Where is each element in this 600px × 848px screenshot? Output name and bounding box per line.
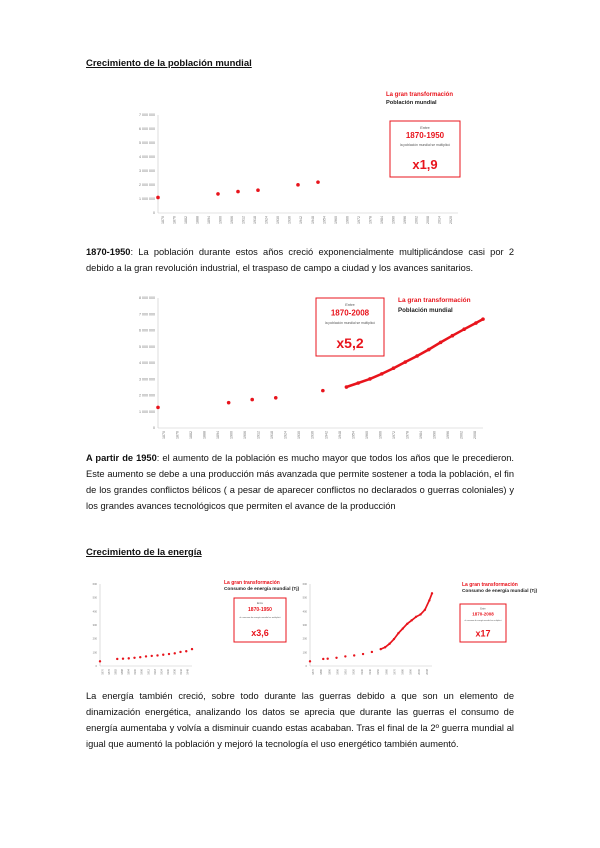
x-tick-label: 2008 bbox=[426, 216, 431, 224]
x-tick-label: 1990 bbox=[391, 216, 396, 224]
paragraph-energy bbox=[86, 688, 514, 752]
chart-title: La gran transformación bbox=[398, 297, 471, 304]
annotation-box bbox=[390, 121, 460, 177]
x-tick-label: 1984 bbox=[380, 216, 384, 224]
data-points bbox=[309, 592, 433, 662]
x-tick-label: 1894 bbox=[127, 669, 131, 675]
data-point bbox=[322, 658, 324, 660]
x-tick-label: 1970 bbox=[393, 669, 397, 675]
data-point bbox=[250, 398, 254, 402]
x-tick-label: 2008 bbox=[425, 669, 429, 675]
chart-title: La gran transformación bbox=[224, 580, 280, 586]
y-tick-label: 400 bbox=[302, 610, 307, 614]
x-tick-label: 1984 bbox=[419, 431, 424, 439]
y-tick-label: 1 000 000 bbox=[139, 409, 155, 414]
x-tick-label: 1870 bbox=[161, 431, 166, 439]
chart-subtitle: Consumo de energía mundial (Tj) bbox=[224, 587, 300, 592]
annotation-small: Entre bbox=[480, 608, 486, 611]
annotation-range: 1870-1950 bbox=[405, 130, 445, 140]
y-tick-label: 300 bbox=[302, 624, 307, 627]
paragraph-lead: A partir de 1950 bbox=[86, 453, 157, 463]
section-title-energy: Crecimiento de la energía bbox=[86, 547, 202, 558]
y-tick-label: 600 bbox=[92, 583, 97, 586]
data-point bbox=[151, 655, 153, 657]
y-tick-label: 5 000 000 bbox=[139, 344, 155, 349]
x-tick-label: 1930 bbox=[360, 669, 364, 675]
axes bbox=[93, 582, 192, 675]
y-tick-label: 0 bbox=[153, 211, 155, 215]
paragraph-text: : el aumento de la población es mucho mayor que todos los años que le precedieron. Este aumento se debe a una producción más avanzada que permite sostener a toda la población, el fin de los grandes conflictos bélicos ( a pesar de aparecer conflictos no declarados o guerras coloniales) y los grandes avances tecnológicos que permiten el avance de la producción bbox=[86, 453, 514, 511]
data-point bbox=[162, 654, 164, 656]
data-point bbox=[156, 196, 160, 200]
x-tick-label: 1954 bbox=[351, 431, 356, 439]
y-tick-label: 2 000 000 bbox=[139, 183, 155, 187]
x-tick-label: 1890 bbox=[328, 669, 332, 675]
x-tick-label: 2002 bbox=[459, 431, 464, 439]
x-tick-label: 1876 bbox=[175, 431, 180, 439]
data-point bbox=[99, 660, 101, 662]
x-tick-label: 1918 bbox=[253, 216, 258, 224]
x-tick-label: 1912 bbox=[147, 669, 151, 675]
x-tick-label: 1996 bbox=[446, 431, 451, 439]
x-tick-label: 1966 bbox=[378, 431, 383, 439]
data-point bbox=[139, 656, 141, 658]
x-tick-label: 1888 bbox=[202, 431, 207, 439]
annotation-desc: la población mundial se multiplicó bbox=[324, 321, 376, 326]
x-tick-label: 2000 bbox=[417, 669, 421, 675]
paragraph-since-1950 bbox=[86, 450, 514, 514]
x-tick-label: 1948 bbox=[337, 431, 342, 439]
paragraph-lead: 1870-1950 bbox=[86, 247, 131, 257]
data-point bbox=[371, 651, 373, 653]
data-points bbox=[99, 648, 193, 663]
x-tick-label: 1900 bbox=[229, 431, 234, 439]
annotation-small: Entre bbox=[345, 302, 355, 308]
annotation-box bbox=[234, 598, 286, 642]
x-tick-label: 1942 bbox=[299, 216, 304, 224]
x-tick-label: 1936 bbox=[310, 431, 315, 439]
x-tick-label: 1882 bbox=[183, 216, 188, 224]
x-tick-label: 1996 bbox=[403, 216, 408, 224]
y-tick-label: 4 000 000 bbox=[139, 155, 155, 159]
x-tick-label: 1930 bbox=[297, 431, 302, 439]
data-point bbox=[296, 183, 300, 187]
annotation-factor: x3,6 bbox=[251, 627, 269, 638]
x-tick-label: 1918 bbox=[270, 431, 275, 439]
y-tick-label: 6 000 000 bbox=[139, 328, 155, 333]
chart-subtitle: Población mundial bbox=[398, 307, 453, 314]
x-tick-label: 2008 bbox=[473, 431, 478, 439]
x-tick-label: 1924 bbox=[283, 431, 288, 439]
data-point bbox=[316, 180, 320, 184]
paragraph-text: : La población durante estos años creció exponencialmente multiplicándose casi por 2 debido a la gran revolución industrial, el traspaso de campo a ciudad y los avances sanitarios. bbox=[86, 247, 514, 273]
y-tick-label: 1 000 000 bbox=[139, 197, 155, 201]
data-point bbox=[168, 653, 170, 655]
x-tick-label: 1960 bbox=[333, 216, 338, 224]
y-tick-label: 500 bbox=[302, 596, 307, 600]
annotation-factor: x5,2 bbox=[336, 334, 364, 351]
annotation-range: 1870-2008 bbox=[330, 308, 370, 318]
data-point bbox=[116, 658, 118, 660]
y-tick-label: 500 bbox=[92, 596, 97, 600]
x-tick-label: 1978 bbox=[368, 216, 373, 224]
data-point bbox=[156, 406, 160, 410]
annotation-desc: el consumo de energía mundial se multiplicó bbox=[239, 616, 281, 619]
data-point bbox=[185, 650, 187, 652]
x-tick-label: 1906 bbox=[230, 216, 234, 224]
x-tick-label: 1924 bbox=[160, 669, 164, 675]
chart-subtitle: Consumo de energía mundial (Tj) bbox=[462, 589, 538, 594]
data-point bbox=[122, 658, 124, 660]
y-tick-label: 300 bbox=[92, 624, 97, 627]
y-tick-label: 8 000 000 bbox=[139, 296, 155, 300]
data-points bbox=[156, 180, 320, 199]
x-tick-label: 1870 bbox=[312, 669, 316, 675]
x-tick-label: 1990 bbox=[432, 431, 437, 439]
annotation-range: 1870-2008 bbox=[472, 611, 494, 617]
data-point bbox=[335, 657, 337, 659]
data-point bbox=[256, 188, 260, 192]
x-tick-label: 1942 bbox=[324, 431, 329, 439]
annotation-factor: x1,9 bbox=[412, 157, 438, 173]
x-tick-label: 1972 bbox=[356, 216, 361, 224]
y-tick-label: 0 bbox=[153, 426, 155, 430]
x-tick-label: 2002 bbox=[414, 216, 419, 224]
x-tick-label: 1990 bbox=[409, 669, 413, 675]
axes bbox=[139, 296, 483, 439]
y-tick-label: 200 bbox=[302, 637, 307, 641]
paragraph-1870-1950 bbox=[86, 244, 514, 276]
annotation-box bbox=[316, 298, 384, 356]
x-tick-label: 1900 bbox=[218, 216, 223, 224]
data-point bbox=[344, 655, 346, 657]
y-tick-label: 400 bbox=[92, 610, 97, 614]
y-tick-label: 100 bbox=[92, 651, 97, 655]
data-point bbox=[362, 653, 364, 655]
x-tick-label: 1930 bbox=[276, 216, 281, 224]
x-tick-label: 1882 bbox=[188, 431, 193, 439]
x-tick-label: 1900 bbox=[336, 669, 340, 675]
y-tick-label: 600 bbox=[302, 583, 307, 586]
chart-population-1870-2008 bbox=[120, 290, 490, 448]
x-tick-label: 1888 bbox=[121, 669, 124, 675]
chart-subtitle: Población mundial bbox=[386, 100, 437, 106]
data-point bbox=[309, 660, 311, 662]
data-point bbox=[216, 192, 220, 196]
data-point bbox=[191, 648, 193, 650]
data-point bbox=[174, 652, 176, 654]
x-tick-label: 1900 bbox=[134, 669, 138, 675]
x-tick-label: 1888 bbox=[195, 216, 200, 224]
x-tick-label: 1876 bbox=[107, 669, 111, 675]
x-tick-label: 1980 bbox=[401, 669, 405, 675]
y-tick-label: 7 000 000 bbox=[139, 113, 155, 117]
x-tick-label: 1870 bbox=[101, 669, 105, 675]
x-tick-label: 1978 bbox=[405, 431, 410, 439]
annotation-range: 1870-1950 bbox=[248, 607, 272, 614]
x-tick-label: 1954 bbox=[322, 216, 327, 224]
x-tick-label: 1920 bbox=[352, 669, 356, 675]
x-tick-label: 1880 bbox=[320, 669, 324, 675]
data-point bbox=[321, 389, 325, 393]
y-tick-label: 3 000 000 bbox=[139, 169, 155, 173]
annotation-desc: la población mundial se multiplicó bbox=[399, 143, 451, 148]
x-tick-label: 1912 bbox=[241, 216, 246, 224]
x-tick-label: 1950 bbox=[377, 669, 381, 675]
data-point bbox=[236, 190, 240, 194]
y-tick-label: 3 000 000 bbox=[139, 377, 155, 382]
y-tick-label: 7 000 000 bbox=[139, 312, 155, 317]
section-title-population: Crecimiento de la población mundial bbox=[86, 58, 252, 69]
chart-energy-1870-2008 bbox=[300, 574, 538, 682]
data-point bbox=[156, 654, 158, 656]
x-tick-label: 1912 bbox=[256, 431, 261, 439]
annotation-box bbox=[460, 604, 506, 642]
x-tick-label: 1942 bbox=[180, 669, 184, 675]
chart-title: La gran transformación bbox=[386, 92, 454, 98]
y-tick-label: 100 bbox=[302, 651, 307, 655]
x-tick-label: 1894 bbox=[215, 431, 220, 439]
x-tick-label: 1894 bbox=[206, 216, 211, 224]
y-tick-label: 200 bbox=[92, 637, 97, 641]
x-tick-label: 1924 bbox=[264, 216, 269, 224]
x-tick-label: 1906 bbox=[140, 669, 144, 675]
x-tick-label: 2020 bbox=[449, 216, 454, 224]
y-tick-label: 0 bbox=[305, 665, 307, 668]
x-tick-label: 1972 bbox=[391, 431, 396, 439]
x-tick-label: 1936 bbox=[287, 216, 292, 224]
x-tick-label: 1876 bbox=[172, 216, 177, 224]
y-tick-label: 0 bbox=[95, 665, 97, 668]
data-point bbox=[227, 401, 231, 405]
y-tick-label: 4 000 000 bbox=[139, 361, 155, 365]
x-tick-label: 1940 bbox=[369, 669, 372, 675]
x-tick-label: 1906 bbox=[243, 431, 248, 439]
y-tick-label: 6 000 000 bbox=[139, 127, 155, 131]
annotation-small: Entre bbox=[257, 602, 263, 606]
x-tick-label: 1936 bbox=[173, 669, 177, 675]
axes bbox=[303, 582, 432, 675]
x-tick-label: 2014 bbox=[437, 216, 442, 224]
data-point bbox=[326, 658, 328, 660]
annotation-factor: x17 bbox=[475, 628, 491, 639]
trend-line bbox=[381, 593, 432, 649]
x-tick-label: 1960 bbox=[364, 431, 369, 439]
annotation-small: Entre bbox=[420, 124, 430, 130]
y-tick-label: 2 000 000 bbox=[139, 393, 155, 398]
x-tick-label: 1948 bbox=[310, 216, 315, 224]
data-point bbox=[353, 654, 355, 656]
paragraph-text: La energía también creció, sobre todo durante las guerras debido a que son un elemento de dinamización energética, analizando los datos se aprecia que durante las guerras el consumo de energía aumentaba y volvía a disminuir cuando estas acababan. Tras el final de la 2º guerra mundial al igual que aumentó la población y mejoró la tecnología el uso energético también aumentó. bbox=[86, 691, 514, 749]
x-tick-label: 1882 bbox=[114, 669, 118, 675]
x-tick-label: 1918 bbox=[153, 669, 157, 675]
data-point bbox=[145, 655, 147, 657]
annotation-desc: el consumo de energía mundial se multiplicó bbox=[464, 620, 502, 623]
data-point bbox=[274, 396, 278, 400]
x-tick-label: 1966 bbox=[345, 216, 350, 224]
x-tick-label: 1870 bbox=[160, 216, 165, 224]
chart-population-1870-1950 bbox=[128, 85, 468, 235]
x-tick-label: 1910 bbox=[344, 669, 348, 675]
x-tick-label: 1930 bbox=[167, 669, 170, 675]
x-tick-label: 1948 bbox=[186, 669, 190, 675]
y-tick-label: 5 000 000 bbox=[139, 141, 155, 145]
data-point bbox=[179, 651, 181, 653]
data-point bbox=[128, 657, 130, 659]
data-point bbox=[133, 657, 135, 659]
chart-title: La gran transformación bbox=[462, 582, 518, 588]
chart-energy-1870-1950 bbox=[86, 574, 298, 682]
x-tick-label: 1960 bbox=[385, 669, 389, 675]
